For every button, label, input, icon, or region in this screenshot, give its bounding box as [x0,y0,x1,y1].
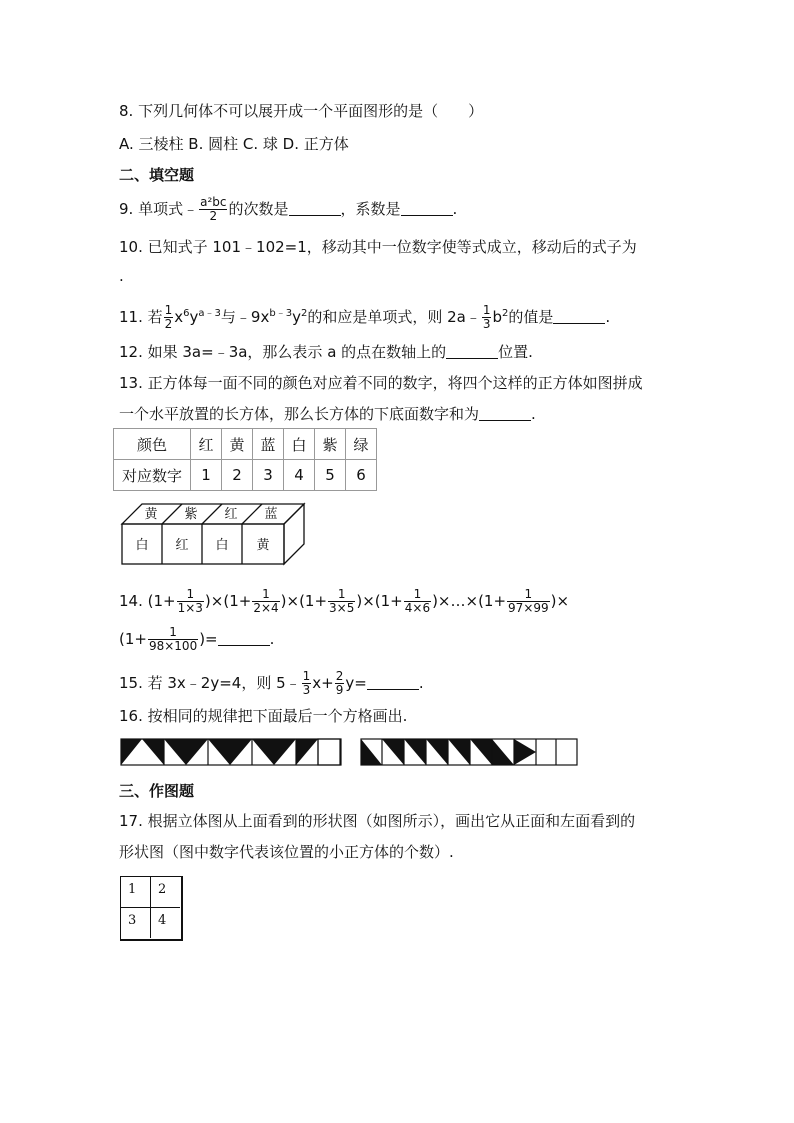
q14-line2: (1+ $\frac{1}{98\times 100}$ )= . [119,625,275,653]
q9-question: 9. 单项式﹣ $\frac{\text{a²bc}}{2}$ 的次数是 ，系数是 . [119,195,458,223]
q15-blank [367,674,419,690]
grid-number: 4 [158,913,167,928]
table-cell: 红 [191,429,222,460]
table-cell: 2 [222,460,253,491]
cube-top-label: 红 [224,507,238,522]
top-view-grid [120,876,183,941]
q10-line1: 10. 已知式子 101﹣102=1，移动其中一位数字使等式成立，移动后的式子为 [119,238,637,256]
q13-line1: 13. 正方体每一面不同的颜色对应着不同的数字，将四个这样的正方体如图拼成 [119,374,643,392]
q14-blank [218,630,270,646]
table-cell: 5 [315,460,346,491]
table-header-color: 颜色 [114,429,191,460]
q16-question: 16. 按相同的规律把下面最后一个方格画出. [119,707,408,725]
q9-blank-coefficient [401,200,453,216]
q11-question: 11. 若 $\frac{1}{2}$ $x^6y^{a﹣3}$与$﹣9x^{b﹣3}y^2$的和应是单项式，则 2a﹣ $\frac{1}{3}$ $b^2$的值是 . [119,303,611,331]
table-cell: 白 [284,429,315,460]
q8-options: A. 三棱柱 B. 圆柱 C. 球 D. 正方体 [119,135,349,153]
cube-front-label: 白 [215,538,229,553]
q13-blank [479,405,531,421]
table-cell: 紫 [315,429,346,460]
table-cell: 6 [346,460,377,491]
cube-top-label: 黄 [144,507,158,522]
cubes-figure [118,500,308,570]
table-cell: 3 [253,460,284,491]
q10-line2: . [119,267,124,285]
table-cell: 黄 [222,429,253,460]
section-drawing-title: 三、作图题 [119,782,195,800]
table-cell: 蓝 [253,429,284,460]
q12-question: 12. 如果 3a=﹣3a，那么表示 a 的点在数轴上的 位置. [119,343,533,361]
q9-fraction: $\frac{\text{a²bc}}{2}$ [200,195,227,223]
cube-top-label: 蓝 [264,507,278,522]
table-cell: 绿 [346,429,377,460]
grid-number: 2 [158,882,167,897]
cube-front-label: 红 [175,538,189,553]
pattern-strip-right [360,738,580,768]
cube-top-label: 紫 [184,507,198,522]
q13-line2: 一个水平放置的长方体，那么长方体的下底面数字和为 . [119,405,536,423]
table-cell: 1 [191,460,222,491]
grid-number: 1 [128,882,137,897]
section-fill-in-title: 二、填空题 [119,166,195,184]
grid-number: 3 [128,913,137,928]
color-number-table [113,428,377,491]
q15-question: 15. 若 3x﹣2y=4，则 5﹣ $\frac{1}{3}$ x+ $\frac{2}{9}$ y= . [119,669,424,697]
cube-front-label: 黄 [256,538,270,553]
table-cell: 4 [284,460,315,491]
q9-blank-degree [289,200,341,216]
cube-front-label: 白 [135,538,149,553]
q11-blank [553,308,605,324]
q17-line2: 形状图（图中数字代表该位置的小正方体的个数）. [119,843,454,861]
q14-line1: 14. (1+ $\frac{1}{1\times 3}$ )×(1+ $\frac{1}{2\times 4}$ )×(1+ $\frac{1}{3\times 5}$ )×(1+ $\frac{1}{4\times 6}$ )×…×(1+ $\frac{1}{97\times 99}$ )× [119,587,570,615]
q12-blank [446,343,498,359]
q17-line1: 17. 根据立体图从上面看到的形状图（如图所示），画出它从正面和左面看到的 [119,812,636,830]
table-header-number: 对应数字 [114,460,191,491]
q8-question: 8. 下列几何体不可以展开成一个平面图形的是（ ） [119,102,484,120]
